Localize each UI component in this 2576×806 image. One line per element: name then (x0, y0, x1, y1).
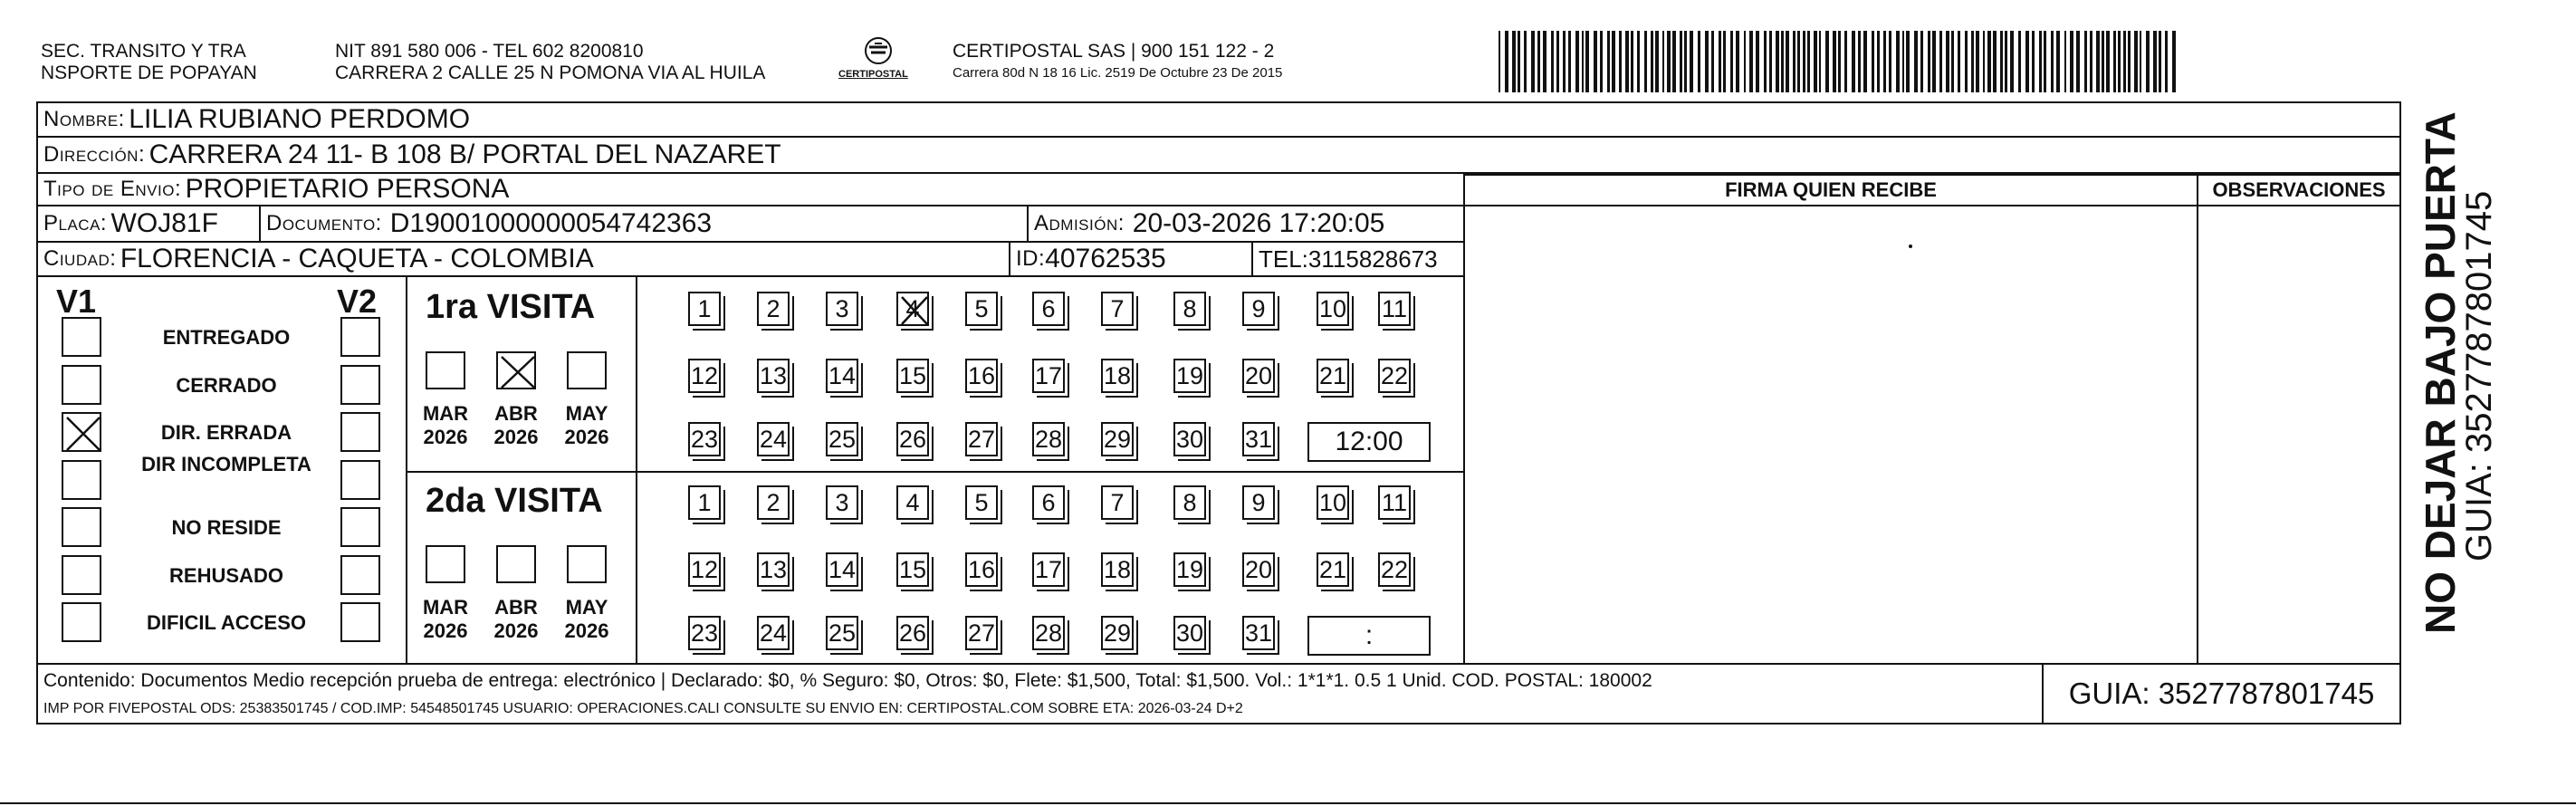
v2-checkbox-2[interactable] (340, 412, 380, 452)
v1-checkbox-6[interactable] (62, 602, 101, 642)
day-1-9[interactable]: 9 (1242, 485, 1275, 520)
sender-line-1: SEC. TRANSITO Y TRA (41, 41, 246, 62)
admision-cell (1027, 205, 1465, 243)
nombre-row (36, 101, 2401, 138)
day-1-23[interactable]: 23 (688, 616, 721, 650)
day-0-8[interactable]: 8 (1173, 292, 1206, 326)
documento-cell (259, 205, 1029, 243)
month-checkbox-1-0[interactable] (426, 545, 465, 583)
day-1-5[interactable]: 5 (965, 485, 998, 520)
day-1-3[interactable]: 3 (826, 485, 858, 520)
certipostal-logo: CERTIPOSTAL (833, 34, 905, 89)
day-0-7[interactable]: 7 (1101, 292, 1134, 326)
day-0-5[interactable]: 5 (965, 292, 998, 326)
day-1-26[interactable]: 26 (896, 616, 929, 650)
footer-line-2: IMP POR FIVEPOSTAL ODS: 25383501745 / COD.IMP: 54548501745 USUARIO: OPERACIONES.CALI CONSULTE SU ENVIO EN: CERTIPOSTAL.COM SOBRE ETA: 2026-03-24 D+2 (43, 701, 1243, 716)
v1-checkbox-0[interactable] (62, 317, 101, 357)
day-0-21[interactable]: 21 (1317, 359, 1349, 393)
placa-label: Placa: (43, 211, 108, 235)
time-box-1[interactable]: : (1307, 616, 1431, 656)
documento-value: D19001000000054742363 (389, 208, 713, 238)
month-label-0-1: ABR 2026 (493, 402, 539, 448)
month-label-1-0: MAR 2026 (422, 596, 469, 642)
v2-checkbox-1[interactable] (340, 365, 380, 405)
day-1-12[interactable]: 12 (688, 552, 721, 587)
no-dejar-bajo-puerta: NO DEJAR BAJO PUERTA (2417, 111, 2464, 634)
day-0-29[interactable]: 29 (1101, 422, 1134, 456)
day-0-11[interactable]: 11 (1378, 292, 1411, 326)
company-line-2: Carrera 80d N 18 16 Lic. 2519 De Octubre 23 De 2015 (953, 65, 1283, 81)
footer-frame (36, 663, 2401, 724)
day-0-2[interactable]: 2 (757, 292, 790, 326)
admision-value: 20-03-2026 17:20:05 (1132, 208, 1385, 238)
day-1-27[interactable]: 27 (965, 616, 998, 650)
footer-guia: GUIA: 3527787801745 (2042, 663, 2401, 724)
visit-title-0: 1ra VISITA (426, 288, 596, 326)
status-label-4: NO RESIDE (171, 516, 282, 539)
visit-title-1: 2da VISITA (426, 482, 603, 520)
day-1-14[interactable]: 14 (826, 552, 858, 587)
day-1-21[interactable]: 21 (1317, 552, 1349, 587)
divider-visits (406, 471, 1465, 473)
ciudad-label: Ciudad: (43, 246, 117, 271)
v2-checkbox-4[interactable] (340, 507, 380, 547)
day-1-30[interactable]: 30 (1173, 616, 1206, 650)
day-1-1[interactable]: 1 (688, 485, 721, 520)
day-1-8[interactable]: 8 (1173, 485, 1206, 520)
nit-line-2: CARRERA 2 CALLE 25 N POMONA VIA AL HUILA (335, 62, 766, 83)
barcode (1499, 31, 2178, 92)
day-1-19[interactable]: 19 (1173, 552, 1206, 587)
day-0-27[interactable]: 27 (965, 422, 998, 456)
divider-observaciones (2197, 205, 2198, 665)
tipo-value: PROPIETARIO PERSONA (185, 174, 510, 204)
month-label-1-1: ABR 2026 (493, 596, 539, 642)
signature-dot (1909, 245, 1912, 248)
day-0-1[interactable]: 1 (688, 292, 721, 326)
day-0-14[interactable]: 14 (826, 359, 858, 393)
tel-value: 3115828673 (1307, 245, 1438, 273)
day-0-9[interactable]: 9 (1242, 292, 1275, 326)
day-1-10[interactable]: 10 (1317, 485, 1349, 520)
firma-header: FIRMA QUIEN RECIBE (1463, 174, 2198, 206)
day-1-17[interactable]: 17 (1032, 552, 1065, 587)
status-label-2: DIR. ERRADA (160, 421, 292, 444)
day-1-22[interactable]: 22 (1378, 552, 1411, 587)
v1-header: V1 (56, 283, 97, 320)
ciudad-cell (36, 241, 1010, 277)
month-label-1-2: MAY 2026 (564, 596, 609, 642)
day-0-25[interactable]: 25 (826, 422, 858, 456)
day-1-4[interactable]: 4 (896, 485, 929, 520)
admision-label: Admisión: (1034, 211, 1125, 235)
nit-line-1: NIT 891 580 006 - TEL 602 8200810 (335, 41, 644, 62)
sender-line-2: NSPORTE DE POPAYAN (41, 62, 257, 83)
direccion-label: Dirección: (43, 142, 146, 167)
day-0-15[interactable]: 15 (896, 359, 929, 393)
id-cell (1009, 241, 1253, 277)
documento-label: Documento: (266, 211, 382, 235)
v1-checkbox-3[interactable] (62, 460, 101, 500)
tel-label: TEL: (1259, 245, 1308, 273)
day-1-28[interactable]: 28 (1032, 616, 1065, 650)
id-value: 40762535 (1045, 244, 1166, 273)
v1-checkbox-2[interactable] (62, 412, 101, 452)
day-1-6[interactable]: 6 (1032, 485, 1065, 520)
day-0-31[interactable]: 31 (1242, 422, 1275, 456)
month-checkbox-0-1[interactable] (496, 351, 536, 389)
status-label-6: DIFICIL ACCESO (146, 611, 306, 634)
day-1-20[interactable]: 20 (1242, 552, 1275, 587)
month-checkbox-1-1[interactable] (496, 545, 536, 583)
status-label-5: REHUSADO (169, 563, 283, 587)
day-0-26[interactable]: 26 (896, 422, 929, 456)
day-0-22[interactable]: 22 (1378, 359, 1411, 393)
day-1-24[interactable]: 24 (757, 616, 790, 650)
month-label-0-0: MAR 2026 (422, 402, 469, 448)
v2-checkbox-0[interactable] (340, 317, 380, 357)
day-0-10[interactable]: 10 (1317, 292, 1349, 326)
day-1-7[interactable]: 7 (1101, 485, 1134, 520)
placa-cell (36, 205, 261, 243)
day-0-6[interactable]: 6 (1032, 292, 1065, 326)
company-line-1: CERTIPOSTAL SAS | 900 151 122 - 2 (953, 41, 1275, 62)
v2-header: V2 (337, 283, 378, 320)
side-guia: GUIA: 3527787801745 (2459, 190, 2499, 561)
day-1-25[interactable]: 25 (826, 616, 858, 650)
status-label-1: CERRADO (176, 373, 277, 397)
nombre-value: LILIA RUBIANO PERDOMO (129, 104, 471, 134)
day-0-28[interactable]: 28 (1032, 422, 1065, 456)
id-label: ID: (1016, 246, 1046, 271)
day-1-15[interactable]: 15 (896, 552, 929, 587)
direccion-value: CARRERA 24 11- B 108 B/ PORTAL DEL NAZARET (148, 139, 781, 169)
day-1-29[interactable]: 29 (1101, 616, 1134, 650)
day-1-18[interactable]: 18 (1101, 552, 1134, 587)
footer-line-1: Contenido: Documentos Medio recepción prueba de entrega: electrónico | Declarado: $0, % Seguro: $0, Otros: $0, Flete: $1,500, Total: $1,500. Vol.: 1*1*1. 0.5 1 Unid. COD. POSTAL: 180002 (43, 670, 1652, 691)
day-0-17[interactable]: 17 (1032, 359, 1065, 393)
month-checkbox-0-2[interactable] (567, 351, 607, 389)
tipo-row (36, 172, 1465, 206)
day-0-12[interactable]: 12 (688, 359, 721, 393)
nombre-label: Nombre: (43, 107, 125, 131)
month-label-0-2: MAY 2026 (564, 402, 609, 448)
day-1-13[interactable]: 13 (757, 552, 790, 587)
ciudad-value: FLORENCIA - CAQUETA - COLOMBIA (120, 244, 594, 273)
observaciones-header: OBSERVACIONES (2197, 174, 2401, 206)
tipo-label: Tipo de Envio: (43, 177, 182, 201)
page-bottom-rule (0, 802, 2576, 804)
day-0-30[interactable]: 30 (1173, 422, 1206, 456)
day-0-19[interactable]: 19 (1173, 359, 1206, 393)
month-checkbox-0-0[interactable] (426, 351, 465, 389)
v2-checkbox-5[interactable] (340, 555, 380, 595)
placa-value: WOJ81F (110, 208, 218, 238)
divider-firma (1463, 205, 1465, 665)
month-checkbox-1-2[interactable] (567, 545, 607, 583)
day-0-13[interactable]: 13 (757, 359, 790, 393)
day-0-23[interactable]: 23 (688, 422, 721, 456)
day-1-11[interactable]: 11 (1378, 485, 1411, 520)
day-0-16[interactable]: 16 (965, 359, 998, 393)
status-label-3: DIR INCOMPLETA (141, 452, 311, 475)
v1-checkbox-1[interactable] (62, 365, 101, 405)
day-0-24[interactable]: 24 (757, 422, 790, 456)
day-1-2[interactable]: 2 (757, 485, 790, 520)
v1-checkbox-5[interactable] (62, 555, 101, 595)
time-box-0[interactable]: 12:00 (1307, 422, 1431, 462)
direccion-row (36, 136, 2401, 174)
v2-checkbox-3[interactable] (340, 460, 380, 500)
day-1-31[interactable]: 31 (1242, 616, 1275, 650)
day-0-20[interactable]: 20 (1242, 359, 1275, 393)
status-label-0: ENTREGADO (162, 326, 291, 349)
day-0-18[interactable]: 18 (1101, 359, 1134, 393)
day-1-16[interactable]: 16 (965, 552, 998, 587)
day-0-4[interactable]: 4 (896, 292, 929, 326)
v2-checkbox-6[interactable] (340, 602, 380, 642)
tel-cell (1251, 241, 1465, 277)
v1-checkbox-4[interactable] (62, 507, 101, 547)
day-0-3[interactable]: 3 (826, 292, 858, 326)
